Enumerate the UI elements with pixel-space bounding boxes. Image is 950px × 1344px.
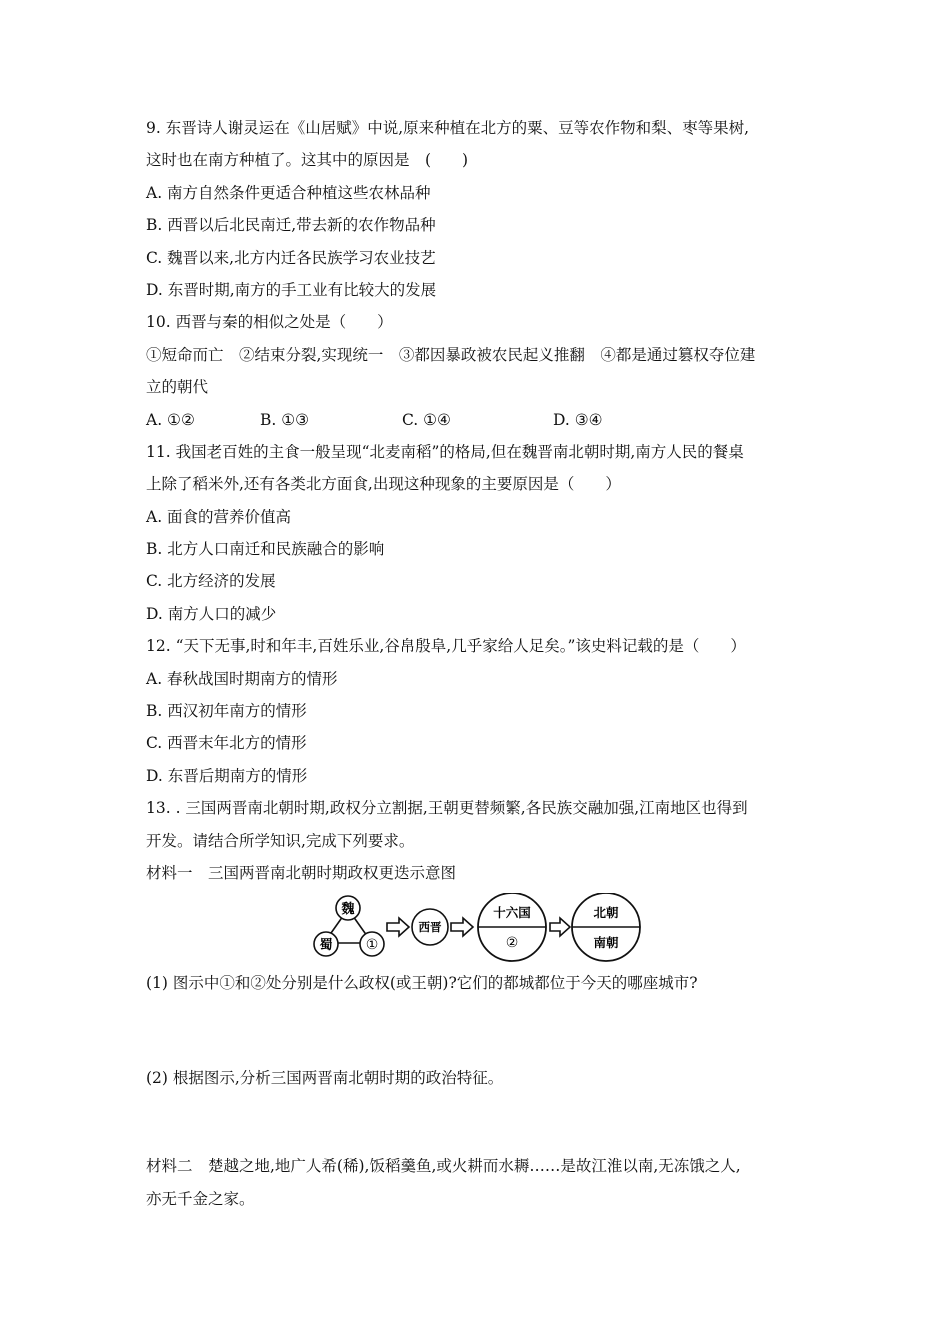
q11-option-a: A. 面食的营养价值高 (146, 507, 292, 526)
arrow-3 (550, 918, 570, 936)
q10-option-c: C. ①④ (402, 410, 451, 429)
q11-option-d: D. 南方人口的减少 (146, 604, 277, 623)
q10-option-b: B. ①③ (260, 410, 310, 429)
q13-stem-line2: 开发。请结合所学知识,完成下列要求。 (146, 831, 415, 850)
answer-space-2 (146, 1094, 811, 1150)
q10-items-line1: ①短命而亡 ②结束分裂,实现统一 ③都因暴政被农民起义推翻 ④都是通过篡权夺位建 (146, 345, 756, 364)
q9-option-b: B. 西晋以后北民南迁,带去新的农作物品种 (146, 216, 436, 235)
q9-option-d: D. 东晋时期,南方的手工业有比较大的发展 (146, 280, 437, 299)
q11-stem-line1: 11. 我国老百姓的主食一般呈现“北麦南稻”的格局,但在魏晋南北朝时期,南方人民的餐桌 (146, 442, 744, 461)
exam-page (146, 112, 811, 1215)
q10-stem: 10. 西晋与秦的相似之处是（ ） (146, 313, 393, 332)
material2-line1: 材料二 楚越之地,地广人希(稀),饭稻羹鱼,或火耕而水耨……是故江淮以南,无冻饿之人, (146, 1157, 741, 1176)
q10-option-a: A. ①② (146, 410, 195, 429)
wei-label: 魏 (341, 902, 355, 918)
q10-items-line2: 立的朝代 (146, 378, 209, 397)
xijin-label: 西晋 (418, 920, 442, 935)
diagram-svg (146, 893, 811, 963)
q11-option-b: B. 北方人口南迁和民族融合的影响 (146, 540, 385, 559)
q12-option-d: D. 东晋后期南方的情形 (146, 766, 308, 785)
arrow-2 (451, 918, 473, 936)
shu-label: 蜀 (319, 938, 333, 954)
q11-option-c: C. 北方经济的发展 (146, 572, 276, 591)
answer-space-1 (146, 1000, 811, 1062)
blank1-label: ① (365, 937, 379, 954)
regime-succession-diagram (146, 893, 811, 963)
q9-stem-line2: 这时也在南方种植了。这其中的原因是 ( ) (146, 151, 469, 170)
q11-stem-line2: 上除了稻米外,还有各类北方面食,出现这种现象的主要原因是（ ） (146, 475, 621, 494)
blank2-label: ② (505, 935, 519, 952)
q12-option-c: C. 西晋末年北方的情形 (146, 734, 307, 753)
q9-stem-line1: 9. 东晋诗人谢灵运在《山居赋》中说,原来种植在北方的粟、豆等农作物和梨、枣等果树, (146, 119, 750, 137)
sixteen-label: 十六国 (493, 905, 531, 921)
q12-stem: 12. “天下无事,时和年丰,百姓乐业,谷帛殷阜,几乎家给人足矣。”该史料记载的是（ ） (146, 637, 746, 656)
arrow-1 (387, 918, 409, 936)
south-label: 南朝 (593, 935, 619, 951)
q13-stem-line1: 13. . 三国两晋南北朝时期,政权分立割据,王朝更替频繁,各民族交融加强,江南地区也得到 (146, 799, 748, 818)
q10-option-d: D. ③④ (553, 410, 603, 429)
q9-option-a: A. 南方自然条件更适合种植这些农林品种 (146, 183, 431, 202)
q12-option-a: A. 春秋战国时期南方的情形 (146, 669, 338, 688)
q12-option-b: B. 西汉初年南方的情形 (146, 702, 307, 721)
material1-title: 材料一 三国两晋南北朝时期政权更迭示意图 (146, 863, 457, 882)
q13-sub1: (1) 图示中①和②处分别是什么政权(或王朝)?它们的都城都位于今天的哪座城市? (146, 974, 698, 993)
q10-options (146, 404, 811, 436)
material2-line2: 亦无千金之家。 (146, 1189, 255, 1208)
north-label: 北朝 (593, 905, 619, 921)
q9-option-c: C. 魏晋以来,北方内迁各民族学习农业技艺 (146, 248, 436, 267)
q13-sub2: (2) 根据图示,分析三国两晋南北朝时期的政治特征。 (146, 1068, 504, 1087)
